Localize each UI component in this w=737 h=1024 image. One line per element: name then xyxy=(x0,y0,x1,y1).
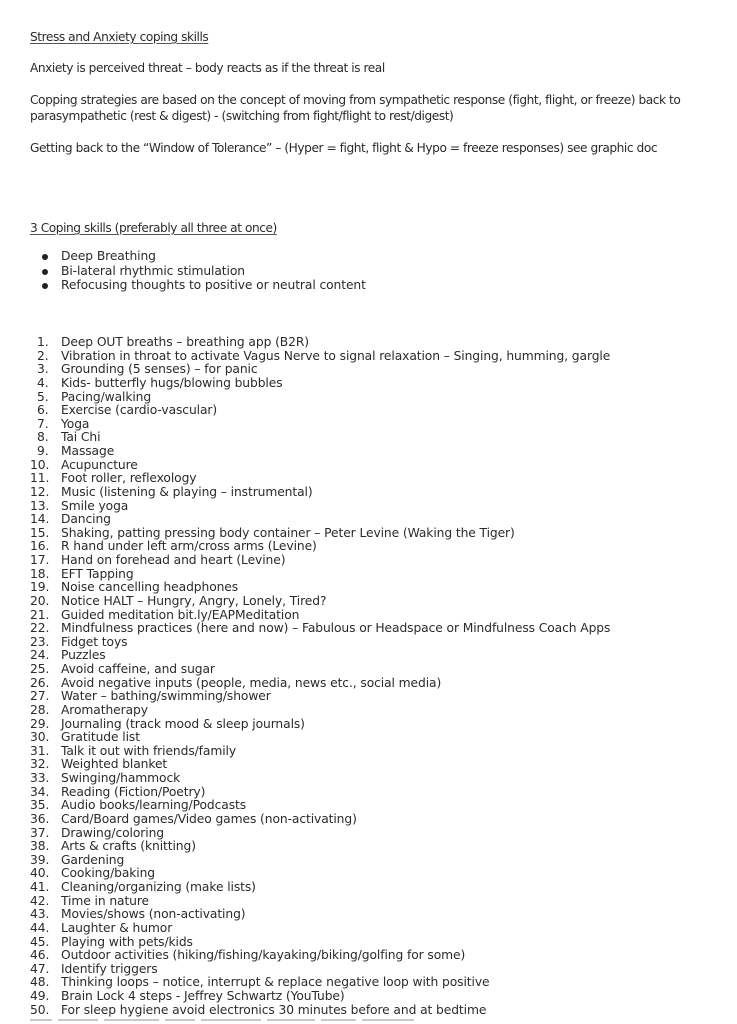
skill-number: 25. xyxy=(30,662,50,676)
skill-number: 31. xyxy=(30,743,50,758)
skill-text: Gratitude list xyxy=(61,730,140,745)
skill-text: Noise cancelling headphones xyxy=(61,580,239,595)
skill-number: 16. xyxy=(30,539,50,554)
skill-item xyxy=(30,431,610,445)
skill-number: 28. xyxy=(30,702,50,717)
skill-number: 11. xyxy=(30,471,50,486)
skill-item xyxy=(30,827,610,841)
skill-text: Smile yoga xyxy=(61,498,129,513)
numbered-skills-list xyxy=(30,336,610,1017)
skill-text: Reading (Fiction/Poetry) xyxy=(61,784,206,799)
skill-number: 3. xyxy=(37,362,49,377)
skill-item xyxy=(30,581,610,595)
skill-number: 15. xyxy=(30,525,50,540)
skill-item xyxy=(30,568,610,582)
skill-number: 42. xyxy=(30,893,50,908)
skill-text: Cooking/baking xyxy=(61,866,155,881)
skill-number: 34. xyxy=(30,784,50,799)
skill-number: 22. xyxy=(30,621,50,636)
skill-text: Dancing xyxy=(61,512,111,527)
skill-number: 47. xyxy=(30,961,50,976)
skill-text: Foot roller, reflexology xyxy=(61,471,197,486)
skill-item xyxy=(30,377,610,391)
bullet-item xyxy=(30,279,366,294)
skill-item xyxy=(30,609,610,623)
skill-text: Journaling (track mood & sleep journals) xyxy=(61,716,305,731)
skill-text: Kids- butterfly hugs/blowing bubbles xyxy=(61,375,283,390)
skill-text: Avoid negative inputs (people, media, news etc., social media) xyxy=(61,675,442,690)
skill-number: 14. xyxy=(30,512,50,527)
bullet-text: Bi-lateral rhythmic stimulation xyxy=(61,263,245,278)
document-title: Stress and Anxiety coping skills xyxy=(30,30,209,44)
skill-text: R hand under left arm/cross arms (Levine) xyxy=(61,539,317,554)
paragraph-anxiety-definition: Anxiety is perceived threat – body reacts as if the threat is real xyxy=(30,61,385,75)
skill-text: Yoga xyxy=(61,416,90,431)
skill-text: Water – bathing/swimming/shower xyxy=(61,689,271,704)
skill-number: 43. xyxy=(30,907,50,922)
skill-item xyxy=(30,677,610,691)
skill-item xyxy=(30,990,610,1004)
skill-number: 39. xyxy=(30,852,50,867)
clipped-next-line xyxy=(30,1019,480,1024)
skill-number: 17. xyxy=(30,553,50,567)
skill-number: 26. xyxy=(30,675,50,690)
skill-item xyxy=(30,758,610,772)
skill-text: Identify triggers xyxy=(61,961,158,976)
skill-item xyxy=(30,813,610,827)
skill-item xyxy=(30,350,610,364)
skill-item xyxy=(30,731,610,745)
skill-text: Brain Lock 4 steps - Jeffrey Schwartz (YouTube) xyxy=(61,989,345,1003)
skill-item xyxy=(30,540,610,554)
skill-text: Shaking, patting pressing body container – Peter Levine (Waking the Tiger) xyxy=(61,525,515,540)
skill-item xyxy=(30,391,610,405)
skill-number: 13. xyxy=(30,498,50,513)
skill-text: Music (listening & playing – instrumental) xyxy=(61,484,313,499)
skill-text: Gardening xyxy=(61,852,125,867)
skill-item xyxy=(30,527,610,541)
skill-item xyxy=(30,922,610,936)
bullet-icon xyxy=(42,283,48,289)
skill-number: 24. xyxy=(30,648,50,663)
skill-number: 49. xyxy=(30,989,50,1003)
skill-item xyxy=(30,513,610,527)
skill-item xyxy=(30,704,610,718)
bullet-item xyxy=(30,250,366,265)
skill-number: 2. xyxy=(37,348,49,363)
skill-text: For sleep hygiene avoid electronics 30 minutes before and at bedtime xyxy=(61,1002,487,1017)
skill-item xyxy=(30,663,610,677)
skill-item xyxy=(30,772,610,786)
skill-text: Avoid caffeine, and sugar xyxy=(61,662,215,676)
bullet-icon xyxy=(42,269,48,275)
skill-number: 35. xyxy=(30,798,50,813)
skill-item xyxy=(30,404,610,418)
skill-text: Card/Board games/Video games (non-activating) xyxy=(61,811,357,826)
skill-text: Vibration in throat to activate Vagus Nerve to signal relaxation – Singing, humming, gargle xyxy=(61,348,611,363)
skill-number: 20. xyxy=(30,593,50,608)
skill-text: Weighted blanket xyxy=(61,757,168,772)
paragraph-coping-strategies: Copping strategies are based on the concept of moving from sympathetic response (fight, flight, or freeze) back to parasympathetic (rest & digest) - (switching from fight/flight to rest/digest) xyxy=(30,93,681,123)
skill-number: 44. xyxy=(30,920,50,935)
bullet-item xyxy=(30,265,366,280)
bullet-text: Deep Breathing xyxy=(61,249,156,263)
skill-item xyxy=(30,336,610,350)
skill-item xyxy=(30,867,610,881)
skill-number: 5. xyxy=(37,389,49,404)
skill-text: Laughter & humor xyxy=(61,920,173,935)
skill-number: 46. xyxy=(30,948,50,963)
skill-number: 36. xyxy=(30,811,50,826)
skill-number: 9. xyxy=(37,444,49,458)
skill-item xyxy=(30,1004,610,1018)
skill-text: Deep OUT breaths – breathing app (B2R) xyxy=(61,335,309,349)
skill-item xyxy=(30,786,610,800)
skill-text: Aromatherapy xyxy=(61,702,148,717)
skill-text: Drawing/coloring xyxy=(61,825,164,840)
skill-item xyxy=(30,799,610,813)
subheading-three-coping-skills: 3 Coping skills (preferably all three at once) xyxy=(30,221,277,235)
skill-number: 50. xyxy=(30,1002,50,1017)
skill-number: 18. xyxy=(30,566,50,581)
skill-text: Arts & crafts (knitting) xyxy=(61,839,196,854)
skill-item xyxy=(30,445,610,459)
skill-number: 29. xyxy=(30,716,50,731)
skill-item xyxy=(30,595,610,609)
skill-number: 4. xyxy=(37,375,49,390)
skill-item xyxy=(30,895,610,909)
skill-text: Playing with pets/kids xyxy=(61,934,193,949)
skill-number: 33. xyxy=(30,771,50,785)
skill-number: 19. xyxy=(30,580,50,595)
skill-item xyxy=(30,718,610,732)
skill-number: 6. xyxy=(37,403,49,418)
skill-item xyxy=(30,500,610,514)
skill-text: Movies/shows (non-activating) xyxy=(61,907,246,922)
skill-item xyxy=(30,363,610,377)
skill-item xyxy=(30,949,610,963)
skill-number: 12. xyxy=(30,484,50,499)
skill-text: Puzzles xyxy=(61,648,106,663)
skill-item xyxy=(30,690,610,704)
skill-item xyxy=(30,854,610,868)
skill-text: Time in nature xyxy=(61,893,150,908)
skill-number: 40. xyxy=(30,866,50,881)
skill-text: Guided meditation bit.ly/EAPMeditation xyxy=(61,607,300,622)
skill-item xyxy=(30,554,610,568)
skill-number: 7. xyxy=(37,416,49,431)
skill-item xyxy=(30,976,610,990)
skill-item xyxy=(30,622,610,636)
skill-item xyxy=(30,459,610,473)
bullet-text: Refocusing thoughts to positive or neutral content xyxy=(61,278,366,292)
skill-item xyxy=(30,840,610,854)
skill-text: Thinking loops – notice, interrupt & replace negative loop with positive xyxy=(61,975,490,990)
skill-text: Mindfulness practices (here and now) – Fabulous or Headspace or Mindfulness Coach Apps xyxy=(61,621,611,636)
skill-number: 21. xyxy=(30,607,50,622)
skill-item xyxy=(30,472,610,486)
skill-number: 41. xyxy=(30,880,50,894)
skill-number: 23. xyxy=(30,634,50,649)
skill-text: Exercise (cardio-vascular) xyxy=(61,403,218,418)
skill-text: Tai Chi xyxy=(61,430,101,445)
skill-number: 32. xyxy=(30,757,50,772)
skill-text: EFT Tapping xyxy=(61,566,134,581)
skill-number: 45. xyxy=(30,934,50,949)
skill-item xyxy=(30,418,610,432)
paragraph-window-of-tolerance: Getting back to the “Window of Tolerance” – (Hyper = fight, flight & Hypo = freeze responses) see graphic doc xyxy=(30,141,658,155)
skill-text: Acupuncture xyxy=(61,457,138,472)
skill-number: 48. xyxy=(30,975,50,990)
skill-text: Hand on forehead and heart (Levine) xyxy=(61,553,286,567)
skill-number: 37. xyxy=(30,825,50,840)
skill-number: 8. xyxy=(37,430,49,445)
skill-item xyxy=(30,963,610,977)
skill-text: Grounding (5 senses) – for panic xyxy=(61,362,258,377)
skill-text: Audio books/learning/Podcasts xyxy=(61,798,247,813)
skill-text: Massage xyxy=(61,444,115,458)
skill-text: Notice HALT – Hungry, Angry, Lonely, Tired? xyxy=(61,593,327,608)
bullet-icon xyxy=(42,254,48,260)
skill-number: 1. xyxy=(37,335,49,349)
bullet-list-core-skills xyxy=(30,250,366,294)
skill-text: Cleaning/organizing (make lists) xyxy=(61,880,256,894)
skill-number: 27. xyxy=(30,689,50,704)
skill-item xyxy=(30,649,610,663)
skill-item xyxy=(30,745,610,759)
skill-text: Outdoor activities (hiking/fishing/kayaking/biking/golfing for some) xyxy=(61,948,466,963)
skill-text: Swinging/hammock xyxy=(61,771,181,785)
skill-number: 30. xyxy=(30,730,50,745)
skill-item xyxy=(30,908,610,922)
skill-item xyxy=(30,936,610,950)
skill-text: Fidget toys xyxy=(61,634,128,649)
skill-number: 38. xyxy=(30,839,50,854)
skill-text: Talk it out with friends/family xyxy=(61,743,237,758)
skill-item xyxy=(30,881,610,895)
skill-text: Pacing/walking xyxy=(61,389,152,404)
skill-item xyxy=(30,636,610,650)
skill-number: 10. xyxy=(30,457,50,472)
skill-item xyxy=(30,486,610,500)
